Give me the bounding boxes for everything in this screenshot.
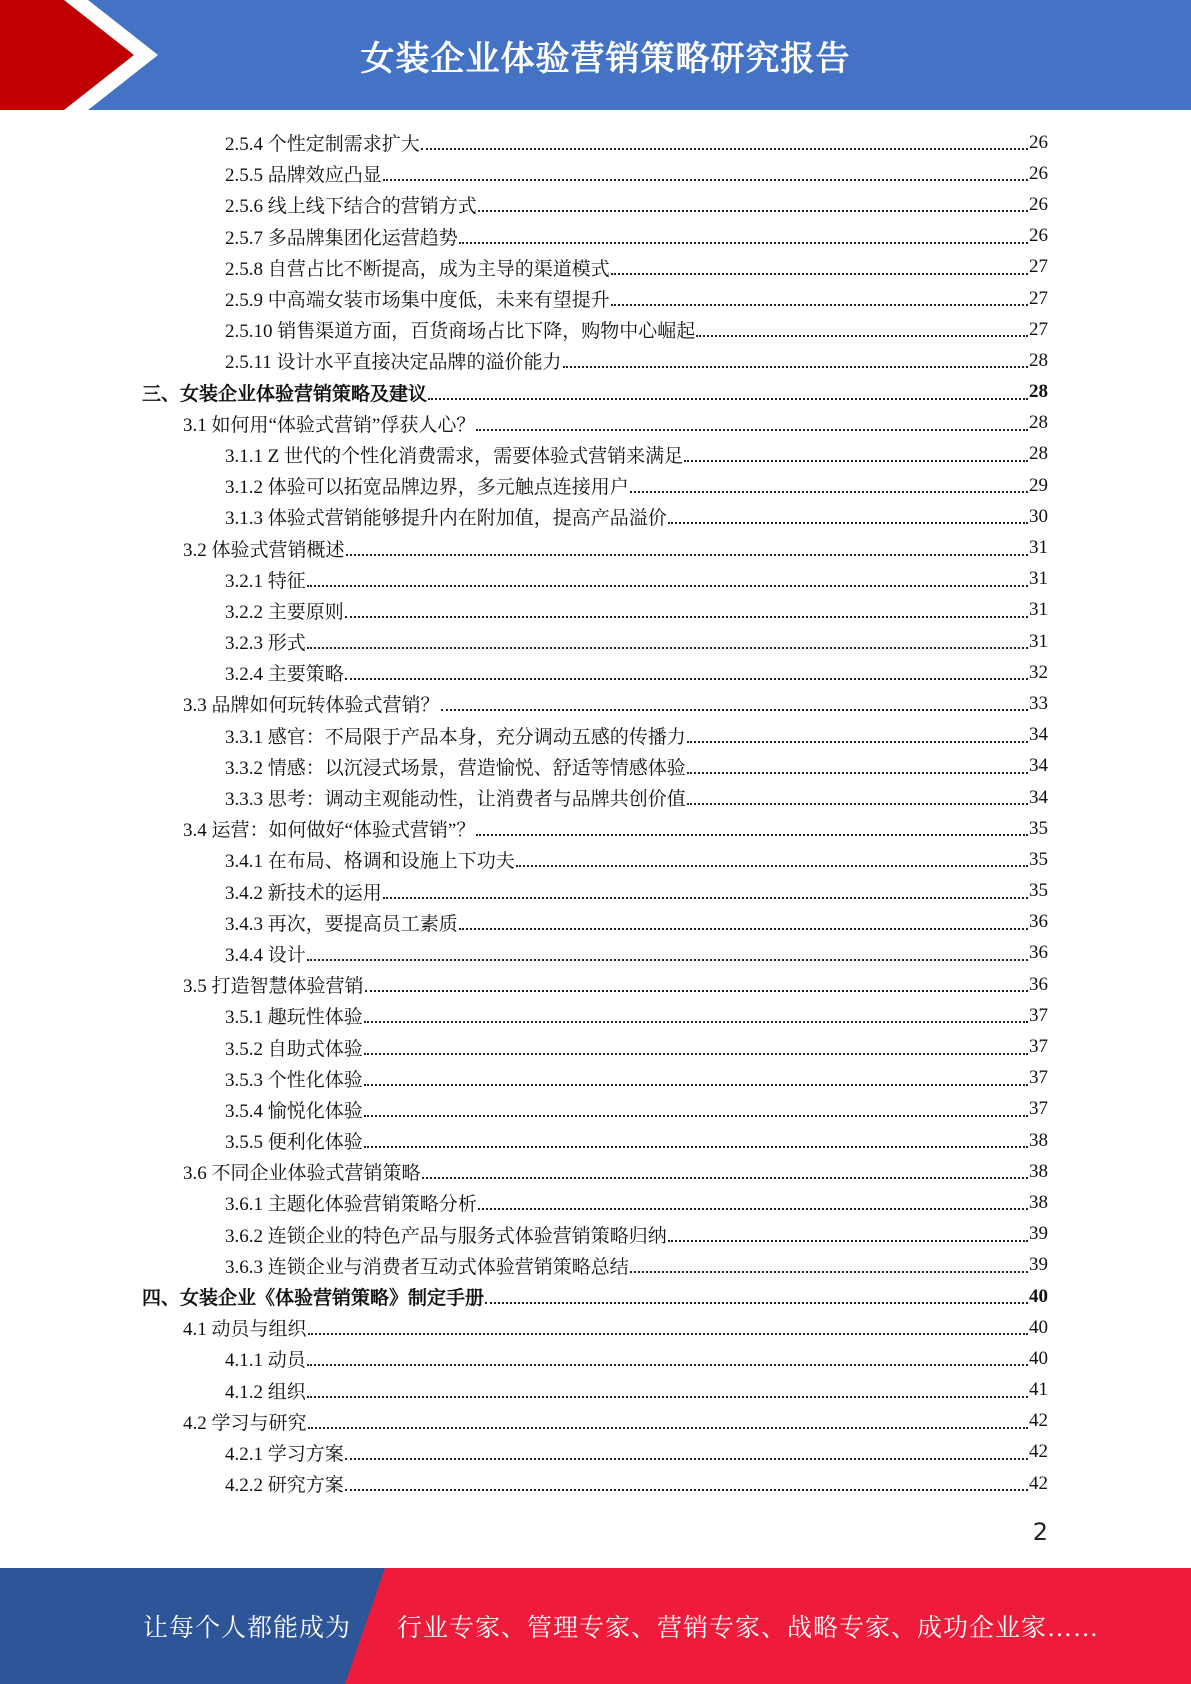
toc-entry[interactable]	[0, 532, 1191, 563]
toc-entry-page: 33	[1029, 692, 1048, 714]
toc-entry-page: 42	[1029, 1472, 1048, 1494]
toc-entry-page: 34	[1029, 786, 1048, 808]
toc-dot-leader	[364, 1034, 1028, 1055]
toc-entry-title: 3.4 运营：如何做好“体验式营销”？	[183, 820, 476, 842]
toc-dot-leader	[684, 441, 1028, 462]
toc-entry-title: 3.5 打造智慧体验营销	[183, 976, 364, 998]
toc-entry-title: 3.2 体验式营销概述	[183, 539, 345, 561]
toc-dot-leader	[346, 535, 1028, 556]
toc-entry[interactable]	[0, 844, 1191, 875]
toc-dot-leader	[345, 1470, 1028, 1491]
toc-dot-leader	[687, 753, 1028, 774]
toc-dot-leader	[687, 784, 1028, 805]
toc-entry-title: 2.5.11 设计水平直接决定品牌的溢价能力	[225, 352, 562, 374]
toc-entry-title: 4.2.1 学习方案	[225, 1443, 344, 1465]
toc-entry-title: 3.1.2 体验可以拓宽品牌边界，多元触点连接用户	[225, 477, 629, 499]
toc-dot-leader	[516, 846, 1028, 867]
toc-dot-leader	[383, 878, 1028, 899]
toc-entry-title: 2.5.9 中高端女装市场集中度低，未来有望提升	[225, 290, 610, 312]
toc-entry[interactable]	[0, 1063, 1191, 1094]
toc-dot-leader	[611, 285, 1028, 306]
toc-entry[interactable]	[0, 1250, 1191, 1281]
toc-dot-leader	[307, 1377, 1028, 1398]
toc-entry-title: 3.3.2 情感：以沉浸式场景，营造愉悦、舒适等情感体验	[225, 757, 686, 779]
toc-entry-page: 27	[1029, 256, 1048, 278]
toc-entry-title: 3.4.4 设计	[225, 944, 306, 966]
footer-slogan-right: 行业专家、管理专家、营销专家、战略专家、成功企业家……	[397, 1615, 1100, 1642]
toc-entry[interactable]	[0, 1468, 1191, 1499]
toc-entry-title: 3.2.4 主要策略	[225, 664, 344, 686]
toc-entry[interactable]	[0, 1094, 1191, 1125]
table-of-contents	[0, 127, 1191, 1499]
toc-entry-page: 28	[1029, 412, 1048, 434]
toc-entry-title: 3.6.3 连锁企业与消费者互动式体验营销策略总结	[225, 1256, 629, 1278]
toc-entry[interactable]	[0, 377, 1191, 408]
toc-entry-page: 31	[1029, 537, 1048, 559]
toc-entry[interactable]	[0, 1156, 1191, 1187]
page-number: 2	[1032, 1518, 1048, 1546]
toc-entry[interactable]	[0, 626, 1191, 657]
document-title: 女装企业体验营销策略研究报告	[360, 38, 851, 79]
toc-dot-leader	[364, 1127, 1028, 1148]
toc-entry-title: 3.1 如何用“体验式营销”俘获人心？	[183, 414, 476, 436]
toc-entry-title: 3.5.5 便利化体验	[225, 1132, 363, 1154]
page-header	[0, 0, 1191, 110]
toc-entry[interactable]	[0, 1125, 1191, 1156]
toc-dot-leader	[308, 1408, 1028, 1429]
toc-dot-leader	[364, 1096, 1028, 1117]
toc-entry[interactable]	[0, 1031, 1191, 1062]
toc-entry-title: 2.5.4 个性定制需求扩大	[225, 134, 420, 156]
toc-dot-leader	[459, 909, 1028, 930]
toc-dot-leader	[345, 659, 1028, 680]
toc-entry[interactable]	[0, 720, 1191, 751]
toc-entry-title: 3.5.3 个性化体验	[225, 1069, 363, 1091]
toc-entry[interactable]	[0, 1437, 1191, 1468]
toc-dot-leader	[365, 971, 1028, 992]
toc-entry[interactable]	[0, 1219, 1191, 1250]
toc-entry[interactable]	[0, 501, 1191, 532]
toc-entry-page: 34	[1029, 724, 1048, 746]
toc-entry[interactable]	[0, 1375, 1191, 1406]
toc-dot-leader	[563, 347, 1028, 368]
toc-entry-title: 3.5.1 趣玩性体验	[225, 1007, 363, 1029]
toc-entry-page: 35	[1029, 848, 1048, 870]
toc-entry-title: 4.1.2 组织	[225, 1381, 306, 1403]
toc-entry-page: 27	[1029, 318, 1048, 340]
toc-dot-leader	[383, 160, 1028, 181]
toc-entry-title: 2.5.10 销售渠道方面，百货商场占比下降，购物中心崛起	[225, 321, 696, 343]
toc-entry[interactable]	[0, 189, 1191, 220]
toc-dot-leader	[459, 223, 1028, 244]
toc-entry-title: 三、女装企业体验营销策略及建议	[142, 383, 428, 405]
toc-entry-page: 39	[1029, 1223, 1048, 1245]
toc-entry-page: 26	[1029, 225, 1048, 247]
toc-dot-leader	[630, 472, 1028, 493]
toc-entry-page: 31	[1029, 568, 1048, 590]
toc-entry-page: 36	[1029, 973, 1048, 995]
toc-entry-title: 3.5.4 愉悦化体验	[225, 1100, 363, 1122]
toc-entry-page: 30	[1029, 505, 1048, 527]
toc-entry-title: 3.3 品牌如何玩转体验式营销？	[183, 695, 440, 717]
toc-dot-leader	[668, 1221, 1028, 1242]
toc-entry[interactable]	[0, 1406, 1191, 1437]
toc-entry-title: 3.6.1 主题化体验营销策略分析	[225, 1194, 477, 1216]
toc-entry-page: 40	[1029, 1347, 1048, 1369]
toc-dot-leader	[364, 1002, 1028, 1023]
toc-dot-leader	[630, 1252, 1028, 1273]
toc-entry-title: 2.5.7 多品牌集团化运营趋势	[225, 227, 458, 249]
toc-dot-leader	[696, 316, 1028, 337]
toc-entry[interactable]	[0, 938, 1191, 969]
toc-entry-page: 38	[1029, 1129, 1048, 1151]
toc-entry-page: 28	[1029, 349, 1048, 371]
toc-dot-leader	[421, 129, 1028, 150]
toc-entry-title: 3.4.1 在布局、格调和设施上下功夫	[225, 851, 515, 873]
toc-dot-leader	[668, 503, 1028, 524]
toc-entry[interactable]	[0, 782, 1191, 813]
toc-entry-title: 3.3.3 思考：调动主观能动性，让消费者与品牌共创价值	[225, 789, 686, 811]
toc-entry-page: 37	[1029, 1098, 1048, 1120]
toc-dot-leader	[345, 597, 1028, 618]
toc-entry[interactable]	[0, 1187, 1191, 1218]
toc-entry[interactable]	[0, 1281, 1191, 1312]
toc-entry[interactable]	[0, 1343, 1191, 1374]
toc-entry-title: 2.5.8 自营占比不断提高，成为主导的渠道模式	[225, 258, 610, 280]
toc-entry[interactable]	[0, 158, 1191, 189]
toc-dot-leader	[364, 1065, 1028, 1086]
toc-entry[interactable]	[0, 408, 1191, 439]
toc-entry-page: 35	[1029, 817, 1048, 839]
toc-entry-page: 29	[1029, 474, 1048, 496]
toc-entry-page: 27	[1029, 287, 1048, 309]
toc-entry-page: 36	[1029, 911, 1048, 933]
toc-entry-page: 36	[1029, 942, 1048, 964]
toc-entry-page: 41	[1029, 1379, 1048, 1401]
toc-entry[interactable]	[0, 751, 1191, 782]
toc-dot-leader	[308, 1314, 1028, 1335]
toc-entry[interactable]	[0, 439, 1191, 470]
page-footer	[0, 1568, 1191, 1684]
toc-entry-page: 42	[1029, 1410, 1048, 1432]
footer-slogan-left: 让每个人都能成为	[143, 1615, 352, 1642]
toc-entry-page: 37	[1029, 1036, 1048, 1058]
toc-entry-page: 26	[1029, 131, 1048, 153]
toc-entry-title: 4.2.2 研究方案	[225, 1475, 344, 1497]
toc-entry[interactable]	[0, 127, 1191, 158]
toc-entry[interactable]	[0, 1000, 1191, 1031]
toc-dot-leader	[422, 1158, 1028, 1179]
toc-entry[interactable]	[0, 1312, 1191, 1343]
toc-dot-leader	[307, 628, 1028, 649]
toc-dot-leader	[478, 191, 1028, 212]
toc-entry[interactable]	[0, 595, 1191, 626]
toc-entry[interactable]	[0, 813, 1191, 844]
toc-entry[interactable]	[0, 470, 1191, 501]
toc-entry-title: 3.6 不同企业体验式营销策略	[183, 1163, 421, 1185]
toc-entry[interactable]	[0, 876, 1191, 907]
toc-entry-title: 3.3.1 感官：不局限于产品本身，充分调动五感的传播力	[225, 726, 686, 748]
toc-entry-page: 38	[1029, 1160, 1048, 1182]
toc-entry-title: 3.1.3 体验式营销能够提升内在附加值，提高产品溢价	[225, 508, 667, 530]
toc-dot-leader	[307, 1345, 1028, 1366]
toc-entry-title: 3.6.2 连锁企业的特色产品与服务式体验营销策略归纳	[225, 1225, 667, 1247]
toc-entry[interactable]	[0, 969, 1191, 1000]
toc-dot-leader	[611, 254, 1028, 275]
toc-entry-page: 31	[1029, 630, 1048, 652]
toc-entry-title: 3.1.1 Z 世代的个性化消费需求，需要体验式营销来满足	[225, 445, 684, 467]
toc-entry-title: 4.1 动员与组织	[183, 1319, 307, 1341]
toc-entry[interactable]	[0, 907, 1191, 938]
toc-entry-page: 26	[1029, 193, 1048, 215]
toc-entry-page: 28	[1029, 381, 1048, 403]
toc-entry[interactable]	[0, 657, 1191, 688]
toc-entry-page: 37	[1029, 1067, 1048, 1089]
toc-entry-title: 3.2.2 主要原则	[225, 601, 344, 623]
toc-entry-page: 38	[1029, 1191, 1048, 1213]
toc-entry-page: 37	[1029, 1004, 1048, 1026]
toc-entry-title: 4.2 学习与研究	[183, 1412, 307, 1434]
toc-entry-title: 4.1.1 动员	[225, 1350, 306, 1372]
toc-dot-leader	[476, 815, 1028, 836]
toc-dot-leader	[307, 940, 1028, 961]
toc-entry[interactable]	[0, 252, 1191, 283]
toc-dot-leader	[476, 410, 1028, 431]
toc-entry-title: 3.2.1 特征	[225, 570, 306, 592]
toc-entry-page: 40	[1029, 1285, 1048, 1307]
toc-dot-leader	[441, 690, 1028, 711]
toc-entry-page: 26	[1029, 162, 1048, 184]
toc-entry-page: 35	[1029, 880, 1048, 902]
toc-dot-leader	[687, 722, 1028, 743]
toc-entry-page: 40	[1029, 1316, 1048, 1338]
toc-entry[interactable]	[0, 314, 1191, 345]
toc-dot-leader	[478, 1189, 1028, 1210]
toc-entry-title: 3.4.2 新技术的运用	[225, 882, 382, 904]
toc-entry[interactable]	[0, 688, 1191, 719]
toc-dot-leader	[307, 566, 1028, 587]
toc-entry-page: 31	[1029, 599, 1048, 621]
toc-entry-title: 四、女装企业《体验营销策略》制定手册	[142, 1288, 485, 1310]
toc-entry[interactable]	[0, 345, 1191, 376]
toc-entry-title: 3.5.2 自助式体验	[225, 1038, 363, 1060]
toc-entry[interactable]	[0, 564, 1191, 595]
toc-entry-page: 42	[1029, 1441, 1048, 1463]
toc-entry-title: 3.4.3 再次，要提高员工素质	[225, 913, 458, 935]
toc-entry-page: 34	[1029, 755, 1048, 777]
toc-entry[interactable]	[0, 221, 1191, 252]
toc-dot-leader	[485, 1283, 1028, 1304]
toc-entry-page: 28	[1029, 443, 1048, 465]
toc-entry-title: 2.5.5 品牌效应凸显	[225, 165, 382, 187]
toc-entry[interactable]	[0, 283, 1191, 314]
toc-entry-title: 3.2.3 形式	[225, 633, 306, 655]
toc-dot-leader	[428, 379, 1028, 400]
toc-entry-page: 32	[1029, 661, 1048, 683]
toc-entry-page: 39	[1029, 1254, 1048, 1276]
toc-dot-leader	[345, 1439, 1028, 1460]
toc-entry-title: 2.5.6 线上线下结合的营销方式	[225, 196, 477, 218]
